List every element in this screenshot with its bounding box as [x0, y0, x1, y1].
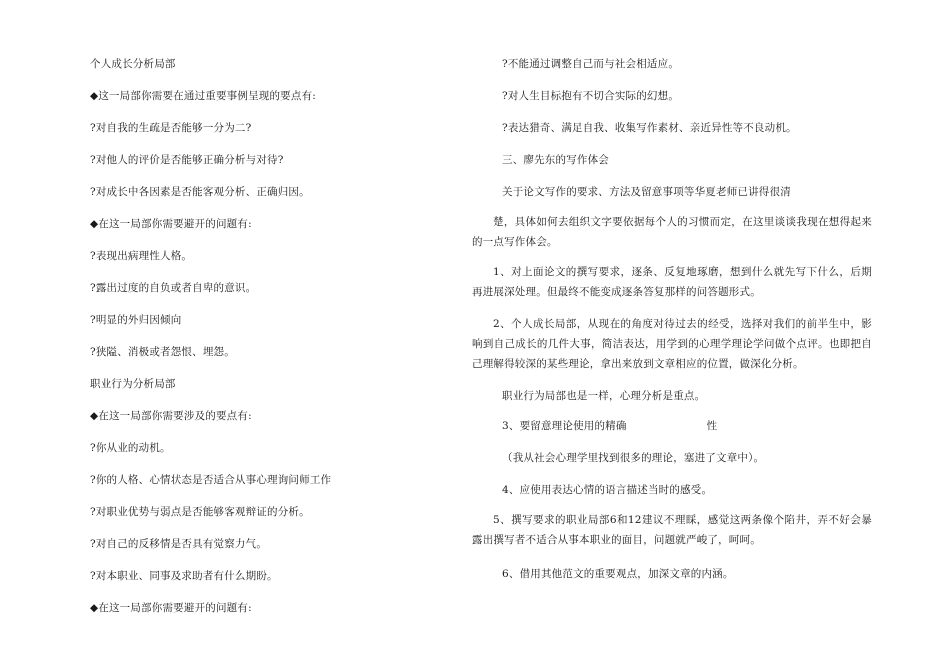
text-line: ◆在这一局部你需要避开的问题有: [90, 602, 252, 614]
text-line: ◆这一局部你需要在通过重要事例呈现的要点有: [90, 90, 317, 102]
text-line: ?你从业的动机。 [90, 442, 171, 454]
paragraph-point-2: 2、个人成长局部，从现在的角度对待过去的经受，选择对我们的前半生中，影响到自己成长的几件大事，简洁表达，用学到的心理学理论学问做个点评。也即把自己理解得较深的某些理论，拿出来放到文章相应的位置，做深化分析。 [472, 318, 872, 370]
text-line: ◆在这一局部你需要涉及的要点有: [90, 410, 252, 422]
text-line: ?对成长中各因素是否能客观分析、正确归因。 [90, 186, 310, 198]
text-line: ?对自己的反移情是否具有觉察力气。 [90, 538, 268, 550]
text-line: ?表现出病理性人格。 [90, 250, 193, 262]
text-line: ?你的人格、心情状态是否适合从事心理询问师工作 [90, 474, 332, 486]
text-line: ?不能通过调整自己而与社会相适应。 [502, 58, 680, 70]
text-line-point-3 [472, 420, 717, 433]
text-line-point-4: 4、应使用表达心情的语言描述当时的感受。 [502, 484, 713, 496]
paragraph-intro: 楚，具体如何去组织文字要依据每个人的习惯而定，在这里谈谈我现在想得起来的一点写作体会。 [472, 216, 872, 248]
text-line-point-3-note: （我从社会心理学里找到很多的理论，塞进了文章中）。 [502, 452, 765, 464]
text-line: ?明显的外归因倾向 [90, 314, 182, 326]
point-3-text: 3、要留意理论使用的精确 [502, 420, 627, 432]
section-heading-career-behavior: 职业行为分析局部 [90, 378, 176, 390]
text-line: ?对人生目标抱有不切合实际的幻想。 [502, 90, 680, 102]
text-line: ?表达猎奇、满足自我、收集写作素材、亲近异性等不良动机。 [502, 122, 797, 134]
text-line-point-6: 6、借用其他范文的重要观点，加深文章的内涵。 [502, 568, 734, 580]
paragraph-point-5: 5、撰写要求的职业局部6和12建议不理睬，感觉这两条像个陷井，弄不好会暴露出撰写者不适合从事本职业的面目，问题就严峻了，呵呵。 [472, 514, 872, 546]
text-line: ?对职业优势与弱点是否能够客观辩证的分析。 [90, 506, 310, 518]
text-line: 关于论文写作的要求、方法及留意事项等华夏老师已讲得很清 [502, 186, 791, 198]
point-3-suffix: 性 [706, 420, 718, 432]
paragraph-point-1: 1、对上面论文的撰写要求，逐条、反复地琢磨，想到什么就先写下什么，后期再进展深处理。但最终不能变成逐条答复那样的问答题形式。 [472, 266, 872, 298]
text-line: ?狭隘、消极或者怨恨、埋怨。 [90, 346, 235, 358]
text-line: ?露出过度的自负或者自卑的意识。 [90, 282, 257, 294]
text-line: ?对自我的生疏是否能够一分为二? [90, 122, 252, 134]
text-line: ◆在这一局部你需要避开的问题有: [90, 218, 252, 230]
section-heading-personal-growth: 个人成长分析局部 [90, 58, 176, 70]
text-line-career: 职业行为局部也是一样，心理分析是重点。 [502, 390, 706, 402]
text-line: ?对他人的评价是否能够正确分析与对待? [90, 154, 284, 166]
section-heading-writing-experience: 三、廖先东的写作体会 [502, 154, 609, 166]
text-line: ?对本职业、同事及求助者有什么期盼。 [90, 570, 278, 582]
